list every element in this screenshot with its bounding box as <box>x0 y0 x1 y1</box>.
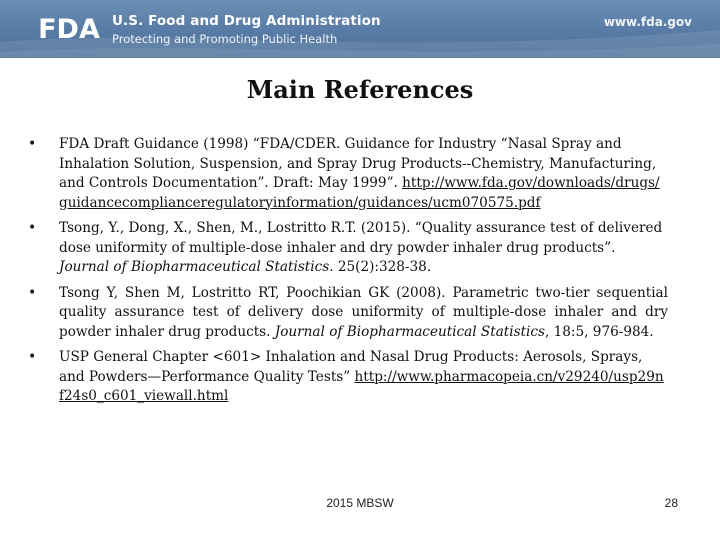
fda-logo-text: FDA <box>38 14 100 44</box>
reference-text: FDA Draft Guidance (1998) “FDA/CDER. Guidance for Industry “Nasal Spray and Inhalation Solution, Suspension, and Spray Drug Products--Chemistry, Manufacturing, and Controls Documentation”. Draft: May 1999”. <box>59 136 657 191</box>
footer-event: 2015 MBSW <box>326 496 394 510</box>
reference-item <box>28 348 668 407</box>
reference-list <box>28 135 668 413</box>
page-title: Main References <box>246 75 474 104</box>
journal-name: Journal of Biopharmaceutical Statistics <box>59 259 330 275</box>
reference-text: Tsong Y, Shen M, Lostritto RT, Poochikian GK (2008). Parametric two-tier sequential quality assurance test of delivery dose uniformity of multiple-dose inhaler and dry powder inhaler drug products. <box>59 284 668 340</box>
bullet-icon: • <box>28 136 37 152</box>
reference-text: USP General Chapter <601> Inhalation and Nasal Drug Products: Aerosols, Sprays, and Powders—Performance Quality Tests” <box>59 349 643 385</box>
reference-link[interactable]: http://www.fda.gov/downloads/drugs/guidancecomplianceregulatoryinformation/guidances/ucm070575.pdf <box>59 175 660 211</box>
reference-text: Tsong, Y., Dong, X., Shen, M., Lostritto R.T. (2015). “Quality assurance test of delivered dose uniformity of multiple-dose inhaler and dry powder inhaler drug products”. <box>59 220 663 256</box>
page-number: 28 <box>664 496 678 510</box>
reference-item <box>28 135 668 213</box>
reference-citation: . 25(2):328-38. <box>329 259 432 275</box>
journal-name: Journal of Biopharmaceutical Statistics <box>274 323 545 340</box>
bullet-icon: • <box>28 349 37 365</box>
header-banner <box>0 0 720 58</box>
bullet-icon: • <box>28 284 37 301</box>
reference-link[interactable]: http://www.pharmacopeia.cn/v29240/usp29nf24s0_c601_viewall.html <box>59 368 664 404</box>
reference-item <box>28 219 668 278</box>
fda-logo-mark <box>36 12 102 44</box>
agency-tagline: Protecting and Promoting Public Health <box>112 32 338 46</box>
reference-item <box>28 284 668 343</box>
reference-citation: , 18:5, 976-984. <box>544 323 654 340</box>
agency-name: U.S. Food and Drug Administration <box>112 13 381 29</box>
bullet-icon: • <box>28 220 37 236</box>
site-url-link[interactable]: www.fda.gov <box>603 15 692 29</box>
banner-wave-decoration <box>0 0 720 58</box>
